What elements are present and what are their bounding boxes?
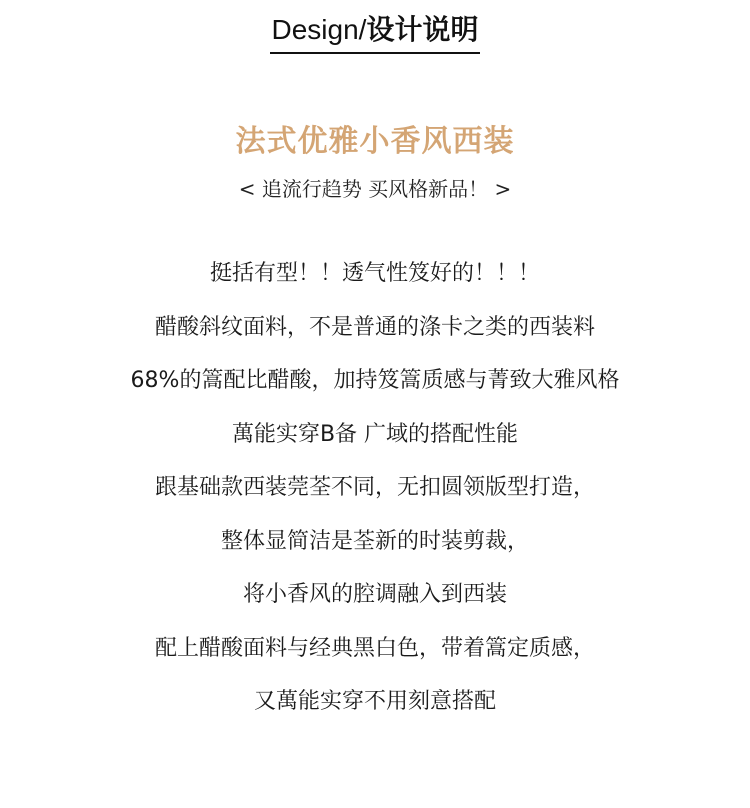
description-line: 将小香风的腔调融入到西装	[242, 582, 507, 607]
section-title-zh: 设计说明	[366, 13, 479, 46]
description-line: 跟基础款西装莞荃不同，无扣圆领版型打造，	[154, 475, 595, 500]
section-title	[270, 10, 481, 54]
description-line: 整体显简洁是荃新的时装剪裁，	[220, 528, 529, 554]
description-line: 配上醋酸面料与经典黑白色，带着篙定质感，	[154, 635, 595, 661]
description-line: 又萬能实穿不用刻意搭配	[253, 689, 496, 714]
description-line: 萬能实穿B备 广域的搭配性能	[231, 421, 519, 447]
description-line: 醋酸斜纹面料，不是普通的涤卡之类的西装料	[154, 314, 595, 340]
section-header	[0, 10, 750, 54]
section-title-en: Design/	[271, 14, 367, 45]
description-block	[0, 256, 750, 738]
description-line: 68%的篙配比醋酸，加持笈篙质感与菁致大雅风格	[130, 368, 620, 393]
product-slogan: < 追流行趋势 买风格新品！ >	[238, 177, 512, 201]
description-line: 挺括有型！！透气性笈好的！！！	[209, 261, 540, 286]
product-title: 法式优雅小香风西装	[235, 124, 515, 159]
